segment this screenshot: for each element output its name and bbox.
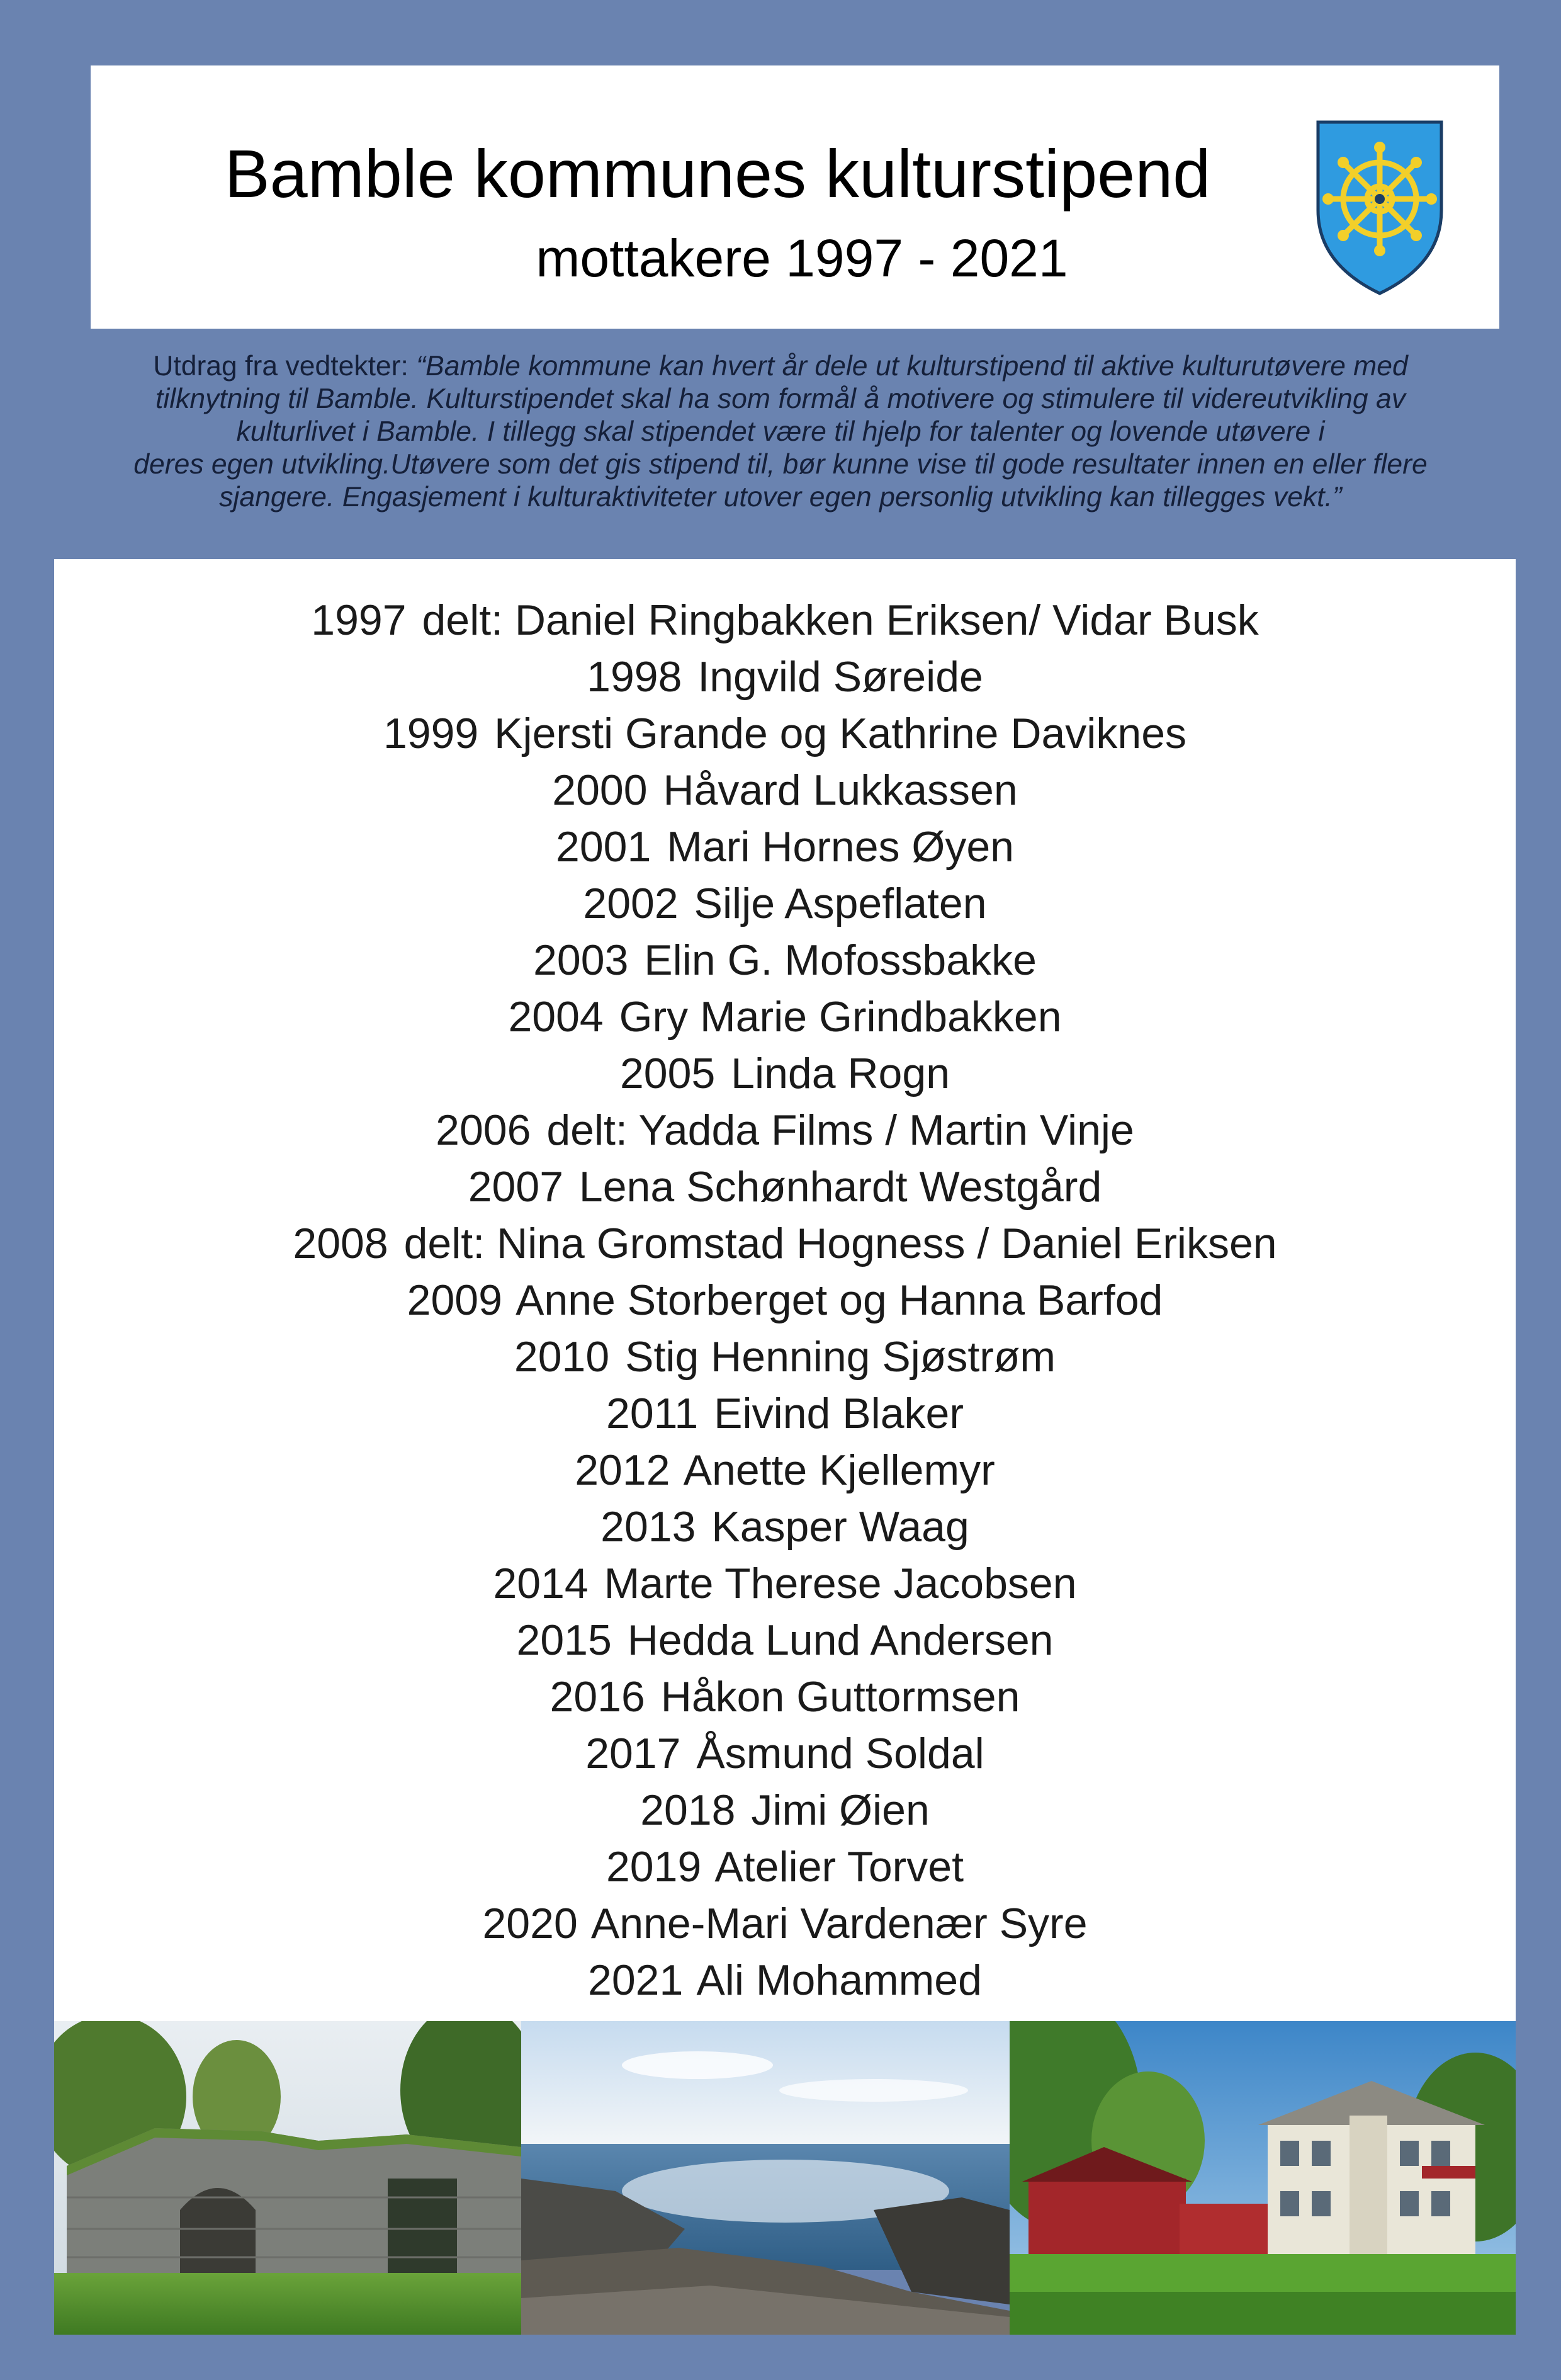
statutes-excerpt	[55, 350, 1506, 514]
excerpt-line: kulturlivet i Bamble. I tillegg skal stipendet være til hjelp for talenter og lovende utøvere i	[236, 416, 1325, 447]
list-item	[54, 1385, 1516, 1442]
fortress-ruin-photo	[54, 2021, 521, 2335]
list-item	[54, 1215, 1516, 1272]
header-panel	[91, 65, 1499, 329]
recipient-year: 2006	[436, 1106, 531, 1154]
list-item	[54, 705, 1516, 762]
excerpt-line: “Bamble kommune kan hvert år dele ut kulturstipend til aktive kulturutøvere med	[416, 351, 1408, 382]
list-item	[54, 1952, 1516, 2009]
list-item	[54, 989, 1516, 1045]
excerpt-line: deres egen utvikling.Utøvere som det gis stipend til, bør kunne vise til gode resultater innen en eller flere	[133, 449, 1428, 480]
recipient-name: Håkon Guttormsen	[660, 1673, 1020, 1721]
recipient-year: 2005	[619, 1050, 716, 1097]
ship-wheel-crest-icon	[1310, 116, 1449, 298]
list-item	[54, 1725, 1516, 1782]
recipient-name: Anette Kjellemyr	[683, 1446, 995, 1494]
recipient-name: Anne-Mari Vardenær Syre	[590, 1900, 1088, 1947]
list-item	[54, 819, 1516, 875]
recipient-name: Stig Henning Sjøstrøm	[625, 1333, 1056, 1381]
recipient-year: 2001	[556, 823, 651, 871]
recipient-name: Linda Rogn	[731, 1050, 950, 1097]
recipient-name: delt: Nina Gromstad Hogness / Daniel Eriksen	[403, 1220, 1277, 1267]
recipient-year: 2021	[588, 1956, 684, 2004]
list-item	[54, 1272, 1516, 1329]
recipient-year: 2012	[575, 1446, 670, 1494]
recipient-name: Silje Aspeflaten	[694, 880, 987, 927]
list-item	[54, 592, 1516, 649]
page-title: Bamble kommunes kulturstipend	[224, 135, 1211, 212]
recipient-name: Eivind Blaker	[714, 1390, 964, 1437]
page-subtitle: mottakere 1997 - 2021	[536, 229, 1068, 288]
recipient-name: Lena Schønhardt Westgård	[578, 1163, 1102, 1211]
list-item	[54, 1102, 1516, 1159]
list-item	[54, 875, 1516, 932]
list-item	[54, 1555, 1516, 1612]
list-item	[54, 1669, 1516, 1725]
list-item	[54, 1895, 1516, 1952]
list-item	[54, 1839, 1516, 1895]
recipient-name: delt: Yadda Films / Martin Vinje	[546, 1106, 1134, 1154]
recipient-year: 2014	[493, 1560, 589, 1607]
excerpt-line: sjangere. Engasjement i kulturaktiviteter utover egen personlig utvikling kan tillegges vekt.”	[219, 482, 1342, 513]
list-item	[54, 1045, 1516, 1102]
excerpt-line: tilknytning til Bamble. Kulturstipendet skal ha som formål å motivere og stimulere til videreutvikling av	[155, 383, 1406, 414]
recipient-year: 2017	[585, 1730, 681, 1777]
recipient-name: Ingvild Søreide	[697, 653, 983, 701]
recipient-name: Kjersti Grande og Kathrine Daviknes	[494, 710, 1187, 757]
list-item	[54, 1499, 1516, 1555]
recipient-year: 2007	[468, 1163, 564, 1211]
recipient-year: 2009	[407, 1276, 502, 1324]
recipient-name: Anne Storberget og Hanna Barfod	[516, 1276, 1163, 1324]
recipient-year: 2002	[583, 880, 679, 927]
list-item	[54, 932, 1516, 989]
recipient-year: 2004	[508, 993, 604, 1041]
recipient-name: Jimi Øien	[751, 1786, 930, 1834]
recipient-name: Åsmund Soldal	[696, 1730, 984, 1777]
recipient-year: 2020	[482, 1900, 578, 1947]
recipient-year: 2008	[293, 1220, 388, 1267]
recipient-year: 2003	[533, 936, 629, 984]
recipient-name: Ali Mohammed	[696, 1956, 982, 2004]
recipient-year: 2013	[600, 1503, 696, 1551]
recipient-name: Atelier Torvet	[714, 1843, 964, 1891]
list-item	[54, 1329, 1516, 1385]
list-item	[54, 1612, 1516, 1669]
recipient-name: Mari Hornes Øyen	[667, 823, 1014, 871]
list-item	[54, 649, 1516, 705]
recipient-name: Elin G. Mofossbakke	[644, 936, 1037, 984]
farmhouse-photo	[1010, 2021, 1516, 2335]
recipient-year: 2018	[640, 1786, 736, 1834]
recipient-name: Gry Marie Grindbakken	[619, 993, 1062, 1041]
recipient-name: delt: Daniel Ringbakken Eriksen/ Vidar Busk	[422, 596, 1259, 644]
recipient-year: 1997	[311, 596, 407, 644]
recipients-panel	[54, 559, 1516, 2021]
recipients-list	[54, 592, 1516, 2009]
recipient-year: 1999	[383, 710, 479, 757]
recipient-year: 2015	[516, 1616, 612, 1664]
recipient-name: Hedda Lund Andersen	[627, 1616, 1054, 1664]
recipient-name: Marte Therese Jacobsen	[604, 1560, 1077, 1607]
recipient-year: 2010	[514, 1333, 610, 1381]
list-item	[54, 1159, 1516, 1215]
list-item	[54, 762, 1516, 819]
excerpt-lead: Utdrag fra vedtekter:	[153, 351, 417, 382]
recipient-year: 1998	[587, 653, 682, 701]
coastline-sea-photo	[521, 2021, 1010, 2335]
recipient-name: Kasper Waag	[711, 1503, 969, 1551]
recipient-year: 2000	[552, 766, 648, 814]
recipient-year: 2019	[606, 1843, 702, 1891]
recipient-year: 2011	[606, 1390, 699, 1437]
recipient-name: Håvard Lukkassen	[663, 766, 1018, 814]
list-item	[54, 1782, 1516, 1839]
list-item	[54, 1442, 1516, 1499]
photo-strip	[54, 2021, 1516, 2335]
recipient-year: 2016	[549, 1673, 645, 1721]
